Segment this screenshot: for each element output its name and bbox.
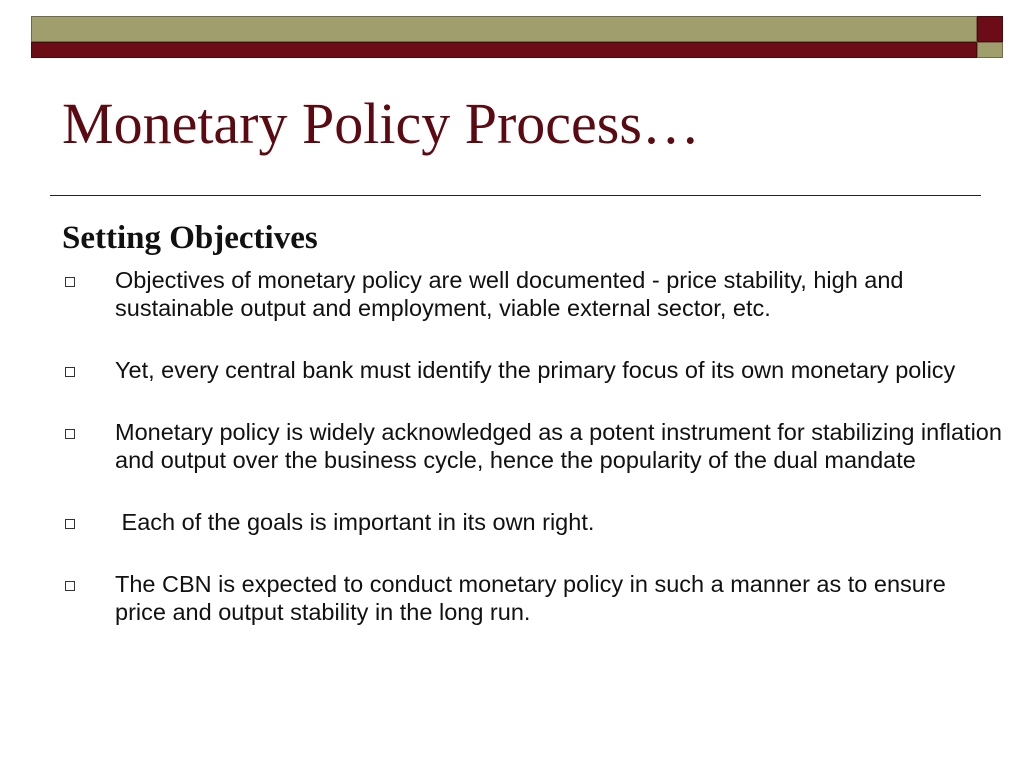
hollow-square-bullet-icon [65,429,75,439]
hollow-square-bullet-icon [65,519,75,529]
bullet-text: Objectives of monetary policy are well documented - price stability, high and sustainable output and employment, viable external sector, etc. [115,267,911,321]
slide-subtitle: Setting Objectives [62,220,318,256]
bullet-item [62,418,1009,474]
hollow-square-bullet-icon [65,367,75,377]
bullet-item [62,266,1002,322]
header-bar-maroon [31,42,977,58]
bullet-text: The CBN is expected to conduct monetary policy in such a manner as to ensure price and output stability in the long run. [115,571,953,625]
bullet-item [62,570,1002,626]
bullet-item [62,356,1002,384]
title-divider [50,195,981,196]
bullet-text: Monetary policy is widely acknowledged as a potent instrument for stabilizing inflation and output over the business cycle, hence the popularity of the dual mandate [115,419,1009,473]
bullet-text: Yet, every central bank must identify the primary focus of its own monetary policy [115,357,956,383]
header-square-olive [977,42,1003,58]
header-bar-olive [31,16,977,42]
bullet-text: Each of the goals is important in its own right. [115,509,595,535]
hollow-square-bullet-icon [65,581,75,591]
slide-title: Monetary Policy Process… [62,91,700,156]
bullet-list [62,266,1009,660]
header-square-maroon [977,16,1003,42]
hollow-square-bullet-icon [65,277,75,287]
bullet-item [62,508,1002,536]
